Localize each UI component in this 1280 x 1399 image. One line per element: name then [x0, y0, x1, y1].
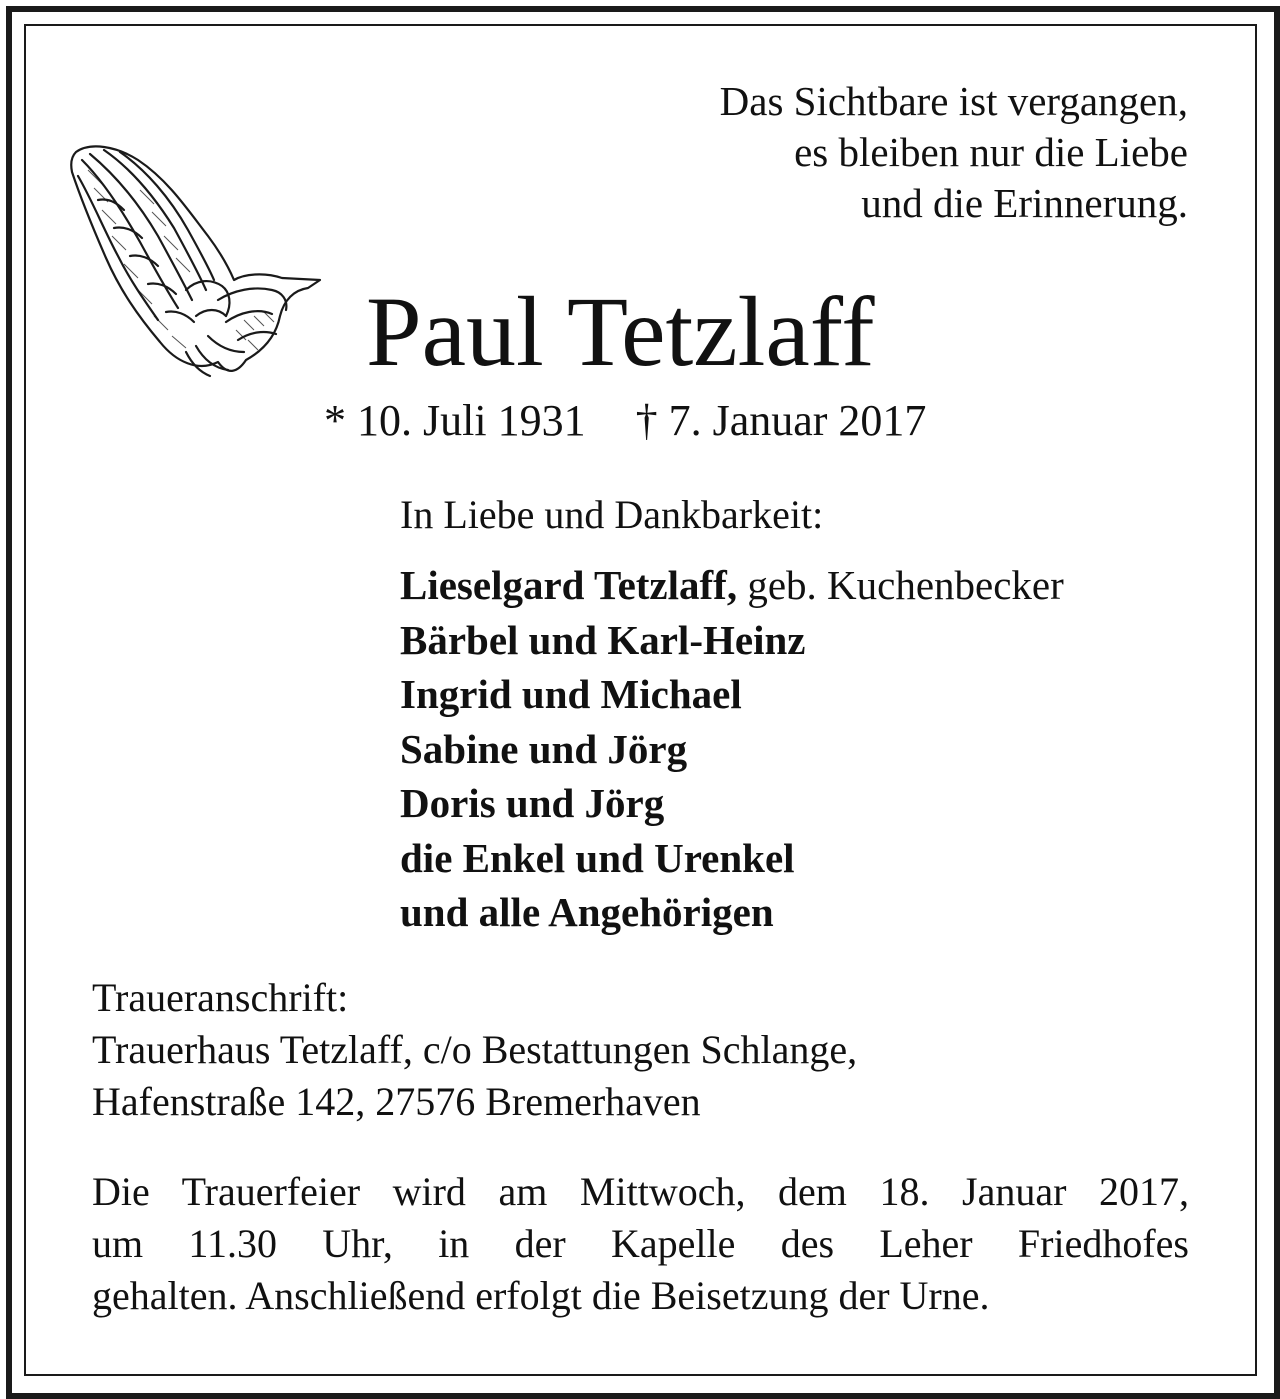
thanks-line: In Liebe und Dankbarkeit: [400, 492, 824, 537]
memorial-quote [720, 76, 1188, 229]
mourners-list [400, 558, 1064, 940]
ceremony-line: gehalten. Anschließend erfolgt die Beisetzung der Urne. [92, 1273, 990, 1318]
address-line: Hafenstraße 142, 27576 Bremerhaven [92, 1079, 701, 1124]
quote-line: Das Sichtbare ist vergangen, [719, 78, 1188, 124]
life-dates [324, 394, 926, 448]
birth-date: * 10. Juli 1931 [324, 396, 586, 445]
list-item: Bärbel und Karl-Heinz [400, 616, 806, 663]
list-item: und alle Angehörigen [400, 889, 774, 935]
death-date: † 7. Januar 2017 [635, 396, 927, 445]
list-item: Sabine und Jörg [400, 725, 688, 772]
quote-line: und die Erinnerung. [861, 180, 1188, 226]
list-item: Ingrid und Michael [400, 671, 742, 717]
list-item: Doris und Jörg [400, 780, 665, 826]
ceremony-notice [92, 1166, 1189, 1322]
mourner-name: Lieselgard Tetzlaff, [400, 562, 738, 608]
address-line: Trauerhaus Tetzlaff, c/o Bestattungen Schlange, [92, 1027, 858, 1072]
mourner-maiden-name: geb. Kuchenbecker [737, 562, 1064, 608]
mourning-address [92, 972, 857, 1128]
ceremony-line: Die Trauerfeier wird am Mittwoch, dem 18. Januar 2017, [92, 1169, 1189, 1214]
praying-hands-icon [68, 140, 328, 390]
list-item [400, 558, 1064, 613]
deceased-name: Paul Tetzlaff [366, 276, 875, 387]
ceremony-line: um 11.30 Uhr, in der Kapelle des Leher Friedhofes [92, 1221, 1189, 1266]
address-label: Traueranschrift: [92, 975, 349, 1020]
list-item: die Enkel und Urenkel [400, 834, 795, 881]
quote-line: es bleiben nur die Liebe [794, 129, 1188, 175]
